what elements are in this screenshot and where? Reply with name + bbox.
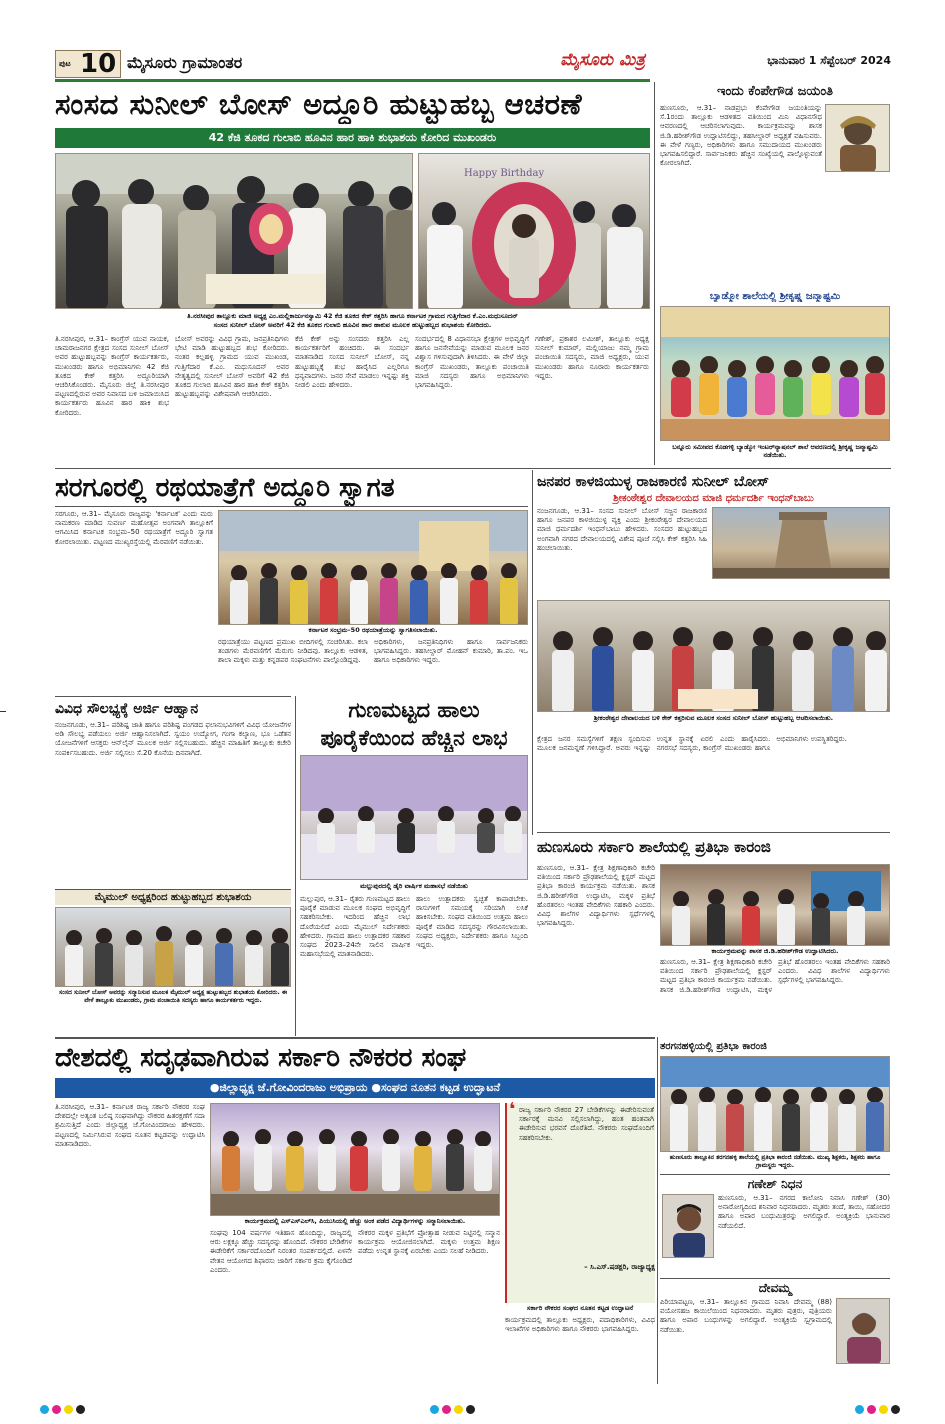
hunsur-headline: ಹುಣಸೂರು ಸರ್ಕಾರಿ ಶಾಲೆಯಲ್ಲಿ ಪ್ರತಿಭಾ ಕಾರಂಜಿ	[537, 838, 771, 856]
janapara-col-2: ಕ್ಷೇತ್ರದ ಜನರ ಸಮಸ್ಯೆಗಳಿಗೆ ತಕ್ಷಣ ಸ್ಪಂದಿಸುವ ಮೂಲಕ ಜನಮನ್ನಣೆ ಗಳಿಸಿದ್ದಾರೆ. ಅವರು ಇನ್ನಷ್ಟು ಉನ್ನತ ಸ್ಥಾನಕ್ಕೆ ಏರಲಿ ಎಂದು ಹಾರೈಸಿದರು. ನಗರಸಭೆ ಸದಸ್ಯರು, ಕಾಂಗ್ರೆಸ್ ಮುಖಂಡರು ಹಾಗೂ ಅಭಿಮಾನಿಗಳು ಉಪಸ್ಥಿತರಿದ್ದರು.	[537, 735, 847, 753]
sargur-photo	[218, 510, 528, 625]
registration-dot-cyan-3	[855, 1405, 864, 1414]
sangha-quote-caption: ಸರ್ಕಾರಿ ನೌಕರರ ಸಂಘದ ನೂತನ ಕಟ್ಟಡ ಉದ್ಘಾಟನೆ	[526, 1304, 634, 1312]
meeting-illustration	[301, 756, 528, 880]
sargur-headline: ಸರಗೂರಲ್ಲಿ ರಥಯಾತ್ರೆಗೆ ಅದ್ದೂರಿ ಸ್ವಾಗತ	[55, 473, 395, 503]
registration-dot-magenta-3	[867, 1405, 876, 1414]
milk-divider	[295, 696, 296, 1036]
divider-lead-bottom	[55, 468, 891, 469]
lead-photo-garland	[418, 153, 650, 309]
lead-col-2: ಬೋಸ್ ಅವರನ್ನು ವಿವಿಧ ಗ್ರಾಮ, ಜನಪ್ರತಿನಿಧಿಗಳು ಭೇಟಿ ಮಾಡಿ ಹುಟ್ಟುಹಬ್ಬದ ಶುಭ ಕೋರಿದರು. ನಂತರ ಕಲ್ಲಹಳ್ಳಿ ಗ್ರಾಮದ ಯುವ ಮುಖಂಡ, ಗುತ್ತಿಗೆದಾರ ಕೆ.ಎಂ. ಮಧುಸೂದನ್ ಅವರ ನೇತೃತ್ವದಲ್ಲಿ ಸುನೀಲ್ ಬೋಸ್ ಅವರಿಗೆ 42 ಕೆಜಿ ತೂಕದ ಗುಲಾಬಿ ಹೂವಿನ ಹಾರ ಹಾಕಿ ಕೇಕ್ ಕತ್ತರಿಸಿ ಹುಟ್ಟುಹಬ್ಬವನ್ನು ವಿಶೇಷವಾಗಿ ಆಚರಿಸಿದರು.	[175, 335, 289, 399]
registration-dot-black-3	[891, 1405, 900, 1414]
right-column-divider	[654, 82, 655, 465]
photo-banner-text: Happy Birthday	[464, 168, 545, 179]
divider-obit-2	[660, 1278, 890, 1279]
lead-col-5: ಗಣೇಶ್, ಪ್ರಕಾಶರ ಲಮೀಶ್, ತಾಲ್ಲೂಕು ಅಧ್ಯಕ್ಷ ಸುನೀಲ್ ಕುಮಾರ್, ಮಲ್ಲಿಯಾಜು ನಮ್ಮ ಗ್ರಾಮ ಪಂಚಾಯಿತಿ ಸದಸ್ಯರು, ಮಾಜಿ ಅಧ್ಯಕ್ಷರು, ಯುವ ಮುಖಂಡರು ಹಾಗೂ ನೂರಾರು ಕಾರ್ಯಕರ್ತರು ಇದ್ದರು.	[535, 335, 649, 380]
garland-illustration	[419, 154, 650, 309]
milk-headline-2: ಪೂರೈಕೆಯಿಂದ ಹೆಚ್ಚಿನ ಲಾಭ	[320, 726, 508, 750]
registration-dot-magenta	[52, 1405, 61, 1414]
janapara-headline: ಜನಪರ ಕಾಳಜಿಯುಳ್ಳ ರಾಜಕಾರಣಿ ಸುನೀಲ್ ಬೋಸ್	[537, 474, 769, 490]
kempegowda-headline: ಇಂದು ಕೆಂಪೇಗೌಡ ಜಯಂತಿ	[717, 84, 833, 99]
lead-subhead-banner	[55, 128, 650, 148]
tarigana-photo	[660, 1056, 890, 1152]
registration-dot-black	[76, 1405, 85, 1414]
page-number-box	[55, 50, 121, 78]
paper-name: ಮೈಸೂರು ಮಿತ್ರ	[560, 50, 645, 70]
registration-dot-yellow-3	[879, 1405, 888, 1414]
sangha-photo	[210, 1103, 500, 1216]
janapara-col-1: ನಂಜನಗೂಡು, ಆ.31– ಸಂಸದ ಸುನೀಲ್ ಬೋಸ್ ಸಜ್ಜನ ರಾಜಕಾರಣಿ ಹಾಗೂ ಜನಪರ ಕಾಳಜಿಯುಳ್ಳ ವ್ಯಕ್ತಿ ಎಂದು ಶ್ರೀಕಂಠೇಶ್ವರ ದೇವಾಲಯದ ಮಾಜಿ ಧರ್ಮದರ್ಶಿ ಇಂಧನ್‌ಬಾಬು ಹೇಳಿದರು. ಸಂಸದರ ಹುಟ್ಟುಹಬ್ಬದ ಅಂಗವಾಗಿ ನಗರದ ದೇವಾಲಯದಲ್ಲಿ ವಿಶೇಷ ಪೂಜೆ ಸಲ್ಲಿಸಿ ಕೇಕ್ ಕತ್ತರಿಸಿ ಸಿಹಿ ಹಂಚಲಾಯಿತು.	[537, 507, 707, 552]
quote-mark-icon: ❛	[509, 1099, 516, 1120]
section-title: ಮೈಸೂರು ಗ್ರಾಮಾಂತರ	[127, 53, 243, 72]
divider-obit-1	[660, 1174, 890, 1175]
sangha-col-2: ಸಂಘವು 104 ವರ್ಷಗಳ ಇತಿಹಾಸ ಹೊಂದಿದ್ದು, ರಾಜ್ಯದಲ್ಲಿ ಆರು ಲಕ್ಷಕ್ಕೂ ಹೆಚ್ಚು ಸದಸ್ಯರನ್ನು ಹೊಂದಿದೆ. ನೌಕರರ ಬೇಡಿಕೆಗಳ ಈಡೇರಿಕೆಗೆ ಸರ್ಕಾರದೊಂದಿಗೆ ನಿರಂತರ ಸಂಪರ್ಕದಲ್ಲಿದೆ. ಏಳನೇ ವೇತನ ಆಯೋಗದ ಶಿಫಾರಸು ಜಾರಿಗೆ ಸರ್ಕಾರ ಕ್ರಮ ಕೈಗೊಂಡಿದೆ ಎಂದರು.	[210, 1229, 352, 1274]
sargur-col-1: ಸರಗೂರು, ಆ.31– ಮೈಸೂರು ರಾಜ್ಯವನ್ನು 'ಕರ್ನಾಟಕ' ಎಂದು ಮರು ನಾಮಕರಣ ಮಾಡಿದ ಸುವರ್ಣ ಮಹೋತ್ಸವ ಅಂಗವಾಗಿ ತಾಲ್ಲೂಕಿಗೆ ಆಗಮಿಸಿದ ಕರ್ನಾಟಕ ಸಂಭ್ರಮ–50 ರಥಯಾತ್ರೆಗೆ ಅದ್ದೂರಿ ಸ್ವಾಗತ ಕೋರಲಾಯಿತು. ಪಟ್ಟಣದ ಮುಖ್ಯರಸ್ತೆಯಲ್ಲಿ ಮೆರವಣಿಗೆ ನಡೆಯಿತು.	[55, 510, 213, 546]
divider-hunsur-top	[537, 832, 890, 833]
obit-1-body: ಹುಣಸೂರು, ಆ.31– ನಗರದ ಕಾಲೋನಿ ನಿವಾಸಿ ಗಣೇಶ್ (30) ಅನಾರೋಗ್ಯದಿಂದ ಶನಿವಾರ ನಿಧನರಾದರು. ಮೃತರು ತಂದೆ, ತಾಯಿ, ಸಹೋದರ ಹಾಗೂ ಅಪಾರ ಬಂಧುಮಿತ್ರರನ್ನು ಅಗಲಿದ್ದಾರೆ. ಅಂತ್ಯಕ್ರಿಯೆ ಭಾನುವಾರ ನಡೆಯಲಿದೆ.	[718, 1194, 890, 1230]
temple-illustration	[713, 508, 890, 579]
milk-photo	[300, 755, 528, 880]
masthead	[55, 50, 891, 78]
milk-headline-1: ಗುಣಮಟ್ಟದ ಹಾಲು	[348, 698, 480, 722]
sangha-quote-box	[505, 1099, 655, 1303]
janapara-caption: ಶ್ರೀಕಂಠೇಶ್ವರ ದೇವಾಲಯದ ಬಳಿ ಕೇಕ್ ಕತ್ತರಿಸುವ ಮೂಲಕ ಸಂಸದ ಸುನೀಲ್ ಬೋಸ್ ಹುಟ್ಟುಹಬ್ಬ ಆಚರಿಸಲಾಯಿತು.	[593, 714, 834, 722]
tarigana-divider	[657, 1037, 658, 1384]
lead-col-1: ತಿ.ನರಸೀಪುರ, ಆ.31– ಕಾಂಗ್ರೆಸ್ ಯುವ ನಾಯಕ, ಚಾಮರಾಜನಗರ ಕ್ಷೇತ್ರದ ಸಂಸದ ಸುನೀಲ್ ಬೋಸ್ ಅವರ ಹುಟ್ಟುಹಬ್ಬವನ್ನು ಕಾಂಗ್ರೆಸ್ ಕಾರ್ಯಕರ್ತರು, ಮುಖಂಡರು ಹಾಗೂ ಅಭಿಮಾನಿಗಳು 42 ಕೆಜಿ ತೂಕದ ಕೇಕ್ ಕತ್ತರಿಸಿ ಅದ್ದೂರಿಯಾಗಿ ಆಚರಿಸಿಕೊಂಡರು. ಮೈಸೂರು ಜಿಲ್ಲೆ ತಿ.ನರಸೀಪುರ ಪಟ್ಟಣದಲ್ಲಿರುವ ಅವರ ನಿವಾಸದ ಬಳಿ ಜಮಾಯಿಸಿದ ಕಾರ್ಯಕರ್ತರು ಹೂವಿನ ಹಾರ ಹಾಕಿ ಶುಭ ಕೋರಿದರು.	[55, 335, 169, 417]
obit-2-headline: ದೇವಮ್ಮ	[758, 1281, 792, 1295]
sangha-subhead: ●ಜಿಲ್ಲಾಧ್ಯಕ್ಷ ಜೆ.ಗೋವಿಂದರಾಜು ಅಭಿಪ್ರಾಯ ●ಸಂಘದ ನೂತನ ಕಟ್ಟಡ ಉದ್ಘಾಟನೆ	[209, 1081, 501, 1094]
stage-illustration	[661, 865, 890, 946]
mymul-headline-bar	[55, 889, 291, 905]
krishna-headline: ಬ್ಯಾಡ್ಮೋ ಶಾಲೆಯಲ್ಲಿ ಶ್ರೀಕೃಷ್ಣ ಜನ್ಮಾಷ್ಟಮಿ	[709, 291, 841, 302]
hunsur-caption: ಕಾರ್ಯಕ್ರಮವನ್ನು ಶಾಸಕ ಜಿ.ಡಿ.ಹರೀಶ್‌ಗೌಡ ಉದ್ಘಾಟಿಸಿದರು.	[711, 947, 839, 955]
obit-1-photo	[662, 1194, 714, 1258]
milk-col-1: ಮಲ್ಲುಪುರ, ಆ.31– ರೈತರು ಗುಣಮಟ್ಟದ ಹಾಲು ಪೂರೈಕೆ ಮಾಡುವ ಮೂಲಕ ಸಂಘದ ಅಭಿವೃದ್ಧಿಗೆ ಸಹಕರಿಸಬೇಕು. ಇದರಿಂದ ಹೆಚ್ಚಿನ ಲಾಭ ದೊರೆಯಲಿದೆ ಎಂದು ಮೈಮುಲ್ ನಿರ್ದೇಶಕರು ಹೇಳಿದರು. ಗ್ರಾಮದ ಹಾಲು ಉತ್ಪಾದಕರ ಸಹಕಾರ ಸಂಘದ 2023–24ನೇ ಸಾಲಿನ ವಾರ್ಷಿಕ ಮಹಾಸಭೆಯಲ್ಲಿ ಮಾತನಾಡಿದರು.	[300, 895, 410, 959]
sargur-caption: ಕರ್ನಾಟಕ ಸಂಭ್ರಮ–50 ರಥಯಾತ್ರೆಯನ್ನು ಸ್ವಾಗತಿಸಲಾಯಿತು.	[308, 626, 438, 634]
janapara-photo	[537, 600, 890, 712]
kempegowda-body: ಹುಣಸೂರು, ಆ.31– ನಾಡಪ್ರಭು ಕೆಂಪೇಗೌಡ ಜಯಂತಿಯನ್ನು ಸೆ.1ರಂದು ತಾಲ್ಲೂಕು ಆಡಳಿತದ ವತಿಯಿಂದ ಮಿನಿ ವಿಧಾನಸೌಧ ಆವರಣದಲ್ಲಿ ಆಚರಿಸಲಾಗುವುದು. ಕಾರ್ಯಕ್ರಮವನ್ನು ಶಾಸಕ ಜಿ.ಡಿ.ಹರೀಶ್‌ಗೌಡ ಉದ್ಘಾಟಿಸಲಿದ್ದು, ತಹಸೀಲ್ದಾರ್ ಅಧ್ಯಕ್ಷತೆ ವಹಿಸುವರು. ಈ ವೇಳೆ ಗಣ್ಯರು, ಅಧಿಕಾರಿಗಳು ಹಾಗೂ ಸಮುದಾಯದ ಮುಖಂಡರು ಭಾಗವಹಿಸಲಿದ್ದಾರೆ. ಸಾರ್ವಜನಿಕರು ಹೆಚ್ಚಿನ ಸಂಖ್ಯೆಯಲ್ಲಿ ಪಾಲ್ಗೊಳ್ಳುವಂತೆ ಕೋರಲಾಗಿದೆ.	[660, 104, 822, 168]
hunsur-body-2: ಹುಣಸೂರು, ಆ.31– ಕ್ಷೇತ್ರ ಶಿಕ್ಷಣಾಧಿಕಾರಿ ಕಚೇರಿ ವತಿಯಿಂದ ಸರ್ಕಾರಿ ಪ್ರೌಢಶಾಲೆಯಲ್ಲಿ ಕ್ಲಸ್ಟರ್ ಮಟ್ಟದ ಪ್ರತಿಭಾ ಕಾರಂಜಿ ಕಾರ್ಯಕ್ರಮ ನಡೆಯಿತು. ಶಾಸಕ ಜಿ.ಡಿ.ಹರೀಶ್‌ಗೌಡ ಉದ್ಘಾಟಿಸಿ, ಮಕ್ಕಳ ಪ್ರತಿಭೆ ಹೊರತರಲು ಇಂತಹ ವೇದಿಕೆಗಳು ಸಹಕಾರಿ ಎಂದರು. ವಿವಿಧ ಶಾಲೆಗಳ ವಿದ್ಯಾರ್ಥಿಗಳು ಸ್ಪರ್ಧೆಗಳಲ್ಲಿ ಭಾಗವಹಿಸಿದ್ದರು.	[660, 958, 890, 994]
registration-dot-yellow	[64, 1405, 73, 1414]
group-illustration	[661, 1057, 890, 1152]
sangha-quote-author: – ಸಿ.ಎಸ್.ಷಡಕ್ಷರಿ, ರಾಜ್ಯಾಧ್ಯಕ್ಷ	[584, 1263, 655, 1271]
lead-caption-1: ತಿ.ನರಸೀಪುರ ತಾಲ್ಲೂಕು ಮಾಜಿ ಅಧ್ಯಕ್ಷ ಎಂ.ಮಲ್ಲಿಕಾರ್ಜುನಸ್ವಾಮಿ 42 ಕೆಜಿ ತೂಕದ ಕೇಕ್ ಕತ್ತರಿಸಿ ಹಾಗೂ ಕರ್ನಾಟಕ ಗ್ರಾಮದ ಗುತ್ತಿಗೆದಾರ ಕೆ.ಎಂ.ಮಧುಸೂದನ್	[187, 312, 518, 320]
elder-illustration	[837, 1299, 890, 1364]
obit-1-body-continued	[660, 1260, 890, 1270]
sangha-quote: ರಾಜ್ಯ ಸರ್ಕಾರಿ ನೌಕರರ 27 ಬೇಡಿಕೆಗಳನ್ನು ಈಡೇರಿಸುವಂತೆ ಸರ್ಕಾರಕ್ಕೆ ಮನವಿ ಸಲ್ಲಿಸಲಾಗಿದ್ದು, ಹಂತ ಹಂತವಾಗಿ ಈಡೇರಿಸುವ ಭರವಸೆ ದೊರೆತಿದೆ. ನೌಕರರು ಸಂಘದೊಂದಿಗೆ ಸಹಕರಿಸಬೇಕು.	[519, 1106, 654, 1142]
obit-2-body: ಪಿರಿಯಾಪಟ್ಟಣ, ಆ.31– ತಾಲ್ಲೂಕಿನ ಗ್ರಾಮದ ನಿವಾಸಿ ದೇವಮ್ಮ (88) ವಯೋಸಹಜ ಕಾಯಿಲೆಯಿಂದ ನಿಧನರಾದರು. ಮೃತರು ಪುತ್ರರು, ಪುತ್ರಿಯರು ಹಾಗೂ ಅಪಾರ ಬಂಧುಗಳನ್ನು ಅಗಲಿದ್ದಾರೆ. ಅಂತ್ಯಕ್ರಿಯೆ ಸ್ವಗ್ರಾಮದಲ್ಲಿ ನಡೆಯಿತು.	[660, 1298, 832, 1334]
registration-dot-cyan-2	[430, 1405, 439, 1414]
sangha-headline: ದೇಶದಲ್ಲಿ ಸದೃಢವಾಗಿರುವ ಸರ್ಕಾರಿ ನೌಕರರ ಸಂಘ	[55, 1043, 467, 1073]
lead-photo-cake	[55, 153, 413, 309]
tarigana-caption: ಹುಣಸೂರು ತಾಲ್ಲೂಕಿನ ತರಗನಹಳ್ಳಿ ಶಾಲೆಯಲ್ಲಿ ಪ್ರತಿಭಾ ಕಾರಂಜಿ ನಡೆಯಿತು. ಮುಖ್ಯ ಶಿಕ್ಷಕರು, ಶಿಕ್ಷಕರು ಹಾಗೂ ಗ್ರಾಮಸ್ಥರು ಇದ್ದರು.	[669, 1154, 881, 1169]
lead-caption-2: ಸಂಸದ ಸುನೀಲ್ ಬೋಸ್ ಅವರಿಗೆ 42 ಕೆಜಿ ತೂಕದ ಗುಲಾಬಿ ಹೂವಿನ ಹಾರ ಹಾಕುವ ಮೂಲಕ ಹುಟ್ಟುಹಬ್ಬದ ಶುಭಾಶಯ ಕೋರಿದರು.	[213, 321, 492, 329]
krishna-caption: ಬನ್ನೂರು ಸಮೀಪದ ಕೊಡಗಳ್ಳಿ ಬ್ಯಾಡ್ಮೋ ಇಂಟರ್‌ನ್ಯಾಷನಲ್ ಶಾಲೆ ಆವರಣದಲ್ಲಿ ಶ್ರೀಕೃಷ್ಣ ಜನ್ಮಾಷ್ಟಮಿ ನಡೆಯಿತು.	[672, 443, 878, 459]
date-line: ಭಾನುವಾರ 1 ಸೆಪ್ಟೆಂಬರ್ 2024	[767, 54, 891, 67]
sangha-col-3: ನೌಕರರ ಮಕ್ಕಳ ಪ್ರತಿಭೆಗೆ ಪ್ರೋತ್ಸಾಹ ನೀಡುವ ನಿಟ್ಟಿನಲ್ಲಿ ಸನ್ಮಾನ ಕಾರ್ಯಕ್ರಮ ಆಯೋಜಿಸಲಾಗಿದೆ. ಮಕ್ಕಳು ಉತ್ತಮ ಶಿಕ್ಷಣ ಪಡೆದು ಉನ್ನತ ಸ್ಥಾನಕ್ಕೆ ಏರಬೇಕು ಎಂದು ಸಲಹೆ ನೀಡಿದರು.	[358, 1229, 500, 1256]
krishna-photo	[660, 306, 890, 441]
temple-photo	[712, 507, 890, 579]
sargur-col-2: ರಥಯಾತ್ರೆಯು ಪಟ್ಟಣದ ಪ್ರಮುಖ ಬೀದಿಗಳಲ್ಲಿ ಸಂಚರಿಸಿತು. ಕಲಾ ತಂಡಗಳು ಮೆರವಣಿಗೆಗೆ ಮೆರುಗು ನೀಡಿದವು. ತಾಲ್ಲೂಕು ಆಡಳಿತ, ಶಾಲಾ ಮಕ್ಕಳು ಮತ್ತು ಕನ್ನಡಪರ ಸಂಘಟನೆಗಳು ಪಾಲ್ಗೊಂಡಿದ್ದವು.	[218, 638, 368, 665]
soulabhya-body: ನಂಜನಗೂಡು, ಆ.31– ಪರಿಶಿಷ್ಟ ಜಾತಿ ಹಾಗೂ ಪರಿಶಿಷ್ಟ ಪಂಗಡದ ಫಲಾನುಭವಿಗಳಿಗೆ ವಿವಿಧ ಯೋಜನೆಗಳ ಅಡಿ ಸೌಲಭ್ಯ ಪಡೆಯಲು ಅರ್ಜಿ ಆಹ್ವಾನಿಸಲಾಗಿದೆ. ಸ್ವಯಂ ಉದ್ಯೋಗ, ಗಂಗಾ ಕಲ್ಯಾಣ, ಭೂ ಒಡೆತನ ಯೋಜನೆಗಳಿಗೆ ಆಸಕ್ತರು ಆನ್‌ಲೈನ್ ಮೂಲಕ ಅರ್ಜಿ ಸಲ್ಲಿಸಬಹುದು. ಹೆಚ್ಚಿನ ಮಾಹಿತಿಗೆ ತಾಲ್ಲೂಕು ಕಚೇರಿ ಸಂಪರ್ಕಿಸಬಹುದು. ಅರ್ಜಿ ಸಲ್ಲಿಸಲು ಸೆ.20 ಕೊನೆಯ ದಿನವಾಗಿದೆ.	[55, 721, 291, 757]
procession-illustration	[219, 511, 528, 625]
cake-cutting-illustration	[538, 601, 890, 712]
page-number: 10	[80, 49, 117, 79]
sangha-subhead-banner	[55, 1078, 655, 1098]
sargur-col-3: ಅಧಿಕಾರಿಗಳು, ಜನಪ್ರತಿನಿಧಿಗಳು ಹಾಗೂ ಸಾರ್ವಜನಿಕರು ಭಾಗವಹಿಸಿದ್ದರು. ತಹಸೀಲ್ದಾರ್ ಮೋಹನ್ ಕುಮಾರಿ, ತಾ.ಪಂ. ಇಒ ಹಾಗೂ ಅಧಿಕಾರಿಗಳು ಇದ್ದರು.	[374, 638, 528, 665]
sargur-underline	[55, 506, 528, 507]
sangha-col-4: ಕಾರ್ಯಕ್ರಮದಲ್ಲಿ ತಾಲ್ಲೂಕು ಅಧ್ಯಕ್ಷರು, ಪದಾಧಿಕಾರಿಗಳು, ವಿವಿಧ ಇಲಾಖೆಗಳ ಅಧಿಕಾರಿಗಳು ಹಾಗೂ ನೌಕರರು ಭಾಗವಹಿಸಿದ್ದರು.	[505, 1316, 655, 1334]
lead-col-4: ಸಂದರ್ಭದಲ್ಲಿ 8 ವಿಧಾನಸಭಾ ಕ್ಷೇತ್ರಗಳ ಅಭಿವೃದ್ಧಿಗೆ ಹಾಗೂ ಜನಸೇವೆಯನ್ನು ಮಾಡುವ ಮೂಲಕ ಜನರ ವಿಶ್ವಾಸ ಗಳಿಸುವುದಾಗಿ ತಿಳಿಸಿದರು. ಈ ವೇಳೆ ಜಿಲ್ಲಾ ಕಾಂಗ್ರೆಸ್ ಮುಖಂಡರು, ತಾಲ್ಲೂಕು ಪಂಚಾಯಿತಿ ಮಾಜಿ ಸದಸ್ಯರು ಹಾಗೂ ಅಭಿಮಾನಿಗಳು ಭಾಗವಹಿಸಿದ್ದರು.	[415, 335, 529, 390]
lead-subhead: 42 ಕೆಜಿ ತೂಕದ ಗುಲಾಬಿ ಹೂವಿನ ಹಾರ ಹಾಕಿ ಶುಭಾಶಯ ಕೋರಿದ ಮುಖಂಡರು	[208, 131, 497, 144]
children-illustration	[661, 307, 890, 441]
obit-2-photo	[836, 1298, 890, 1364]
janapara-divider	[532, 470, 533, 835]
obit-1-headline: ಗಣೇಶ್ ನಿಧನ	[747, 1177, 803, 1191]
felicitation-illustration	[56, 908, 291, 987]
registration-dot-yellow-2	[454, 1405, 463, 1414]
page-label: ಪುಟ	[59, 59, 71, 68]
soulabhya-headline: ವಿವಿಧ ಸೌಲಭ್ಯಕ್ಕೆ ಅರ್ಜಿ ಆಹ್ವಾನ	[55, 701, 199, 717]
tarigana-headline: ತರಗನಹಳ್ಳಿಯಲ್ಲಿ ಪ್ರತಿಭಾ ಕಾರಂಜಿ	[660, 1041, 767, 1052]
lead-headline: ಸಂಸದ ಸುನೀಲ್ ಬೋಸ್ ಅದ್ದೂರಿ ಹುಟ್ಟುಹಬ್ಬ ಆಚರಣೆ	[55, 87, 583, 121]
milk-caption: ಮಲ್ಲುಪುರದಲ್ಲಿ ಡೈರಿ ವಾರ್ಷಿಕ ಮಹಾಸಭೆ ನಡೆಯಿತು	[360, 882, 468, 890]
milk-col-2: ಹಾಲು ಉತ್ಪಾದಕರು ಸ್ವಚ್ಛತೆ ಕಾಪಾಡಬೇಕು. ರಾಸುಗಳಿಗೆ ಸಮಯಕ್ಕೆ ಸರಿಯಾಗಿ ಲಸಿಕೆ ಹಾಕಿಸಬೇಕು. ಸಂಘದ ವತಿಯಿಂದ ಉತ್ತಮ ಹಾಲು ಪೂರೈಕೆ ಮಾಡಿದ ಸದಸ್ಯರನ್ನು ಗೌರವಿಸಲಾಯಿತು. ಸಂಘದ ಅಧ್ಯಕ್ಷರು, ನಿರ್ದೇಶಕರು ಹಾಗೂ ಸಿಬ್ಬಂದಿ ಇದ್ದರು.	[416, 895, 528, 950]
binding-mark	[0, 711, 6, 712]
mymul-caption: ಸಂಸದ ಸುನೀಲ್ ಬೋಸ್ ಅವರನ್ನು ಸನ್ಮಾನಿಸುವ ಮೂಲಕ ಮೈಮುಲ್ ಅಧ್ಯಕ್ಷ ಹುಟ್ಟುಹಬ್ಬದ ಶುಭಾಶಯ ಕೋರಿದರು. ಈ ವೇಳೆ ತಾಲ್ಲೂಕು ಮುಖಂಡರು, ಗ್ರಾಮ ಪಂಚಾಯಿತಿ ಸದಸ್ಯರು ಹಾಗೂ ಕಾರ್ಯಕರ್ತರು ಇದ್ದರು.	[58, 989, 288, 1004]
person-illustration	[663, 1195, 714, 1258]
students-illustration	[211, 1104, 500, 1216]
hunsur-photo	[660, 864, 890, 946]
mymul-photo	[55, 907, 291, 987]
sangha-col-1: ತಿ.ನರಸೀಪುರ, ಆ.31– ಕರ್ನಾಟಕ ರಾಜ್ಯ ಸರ್ಕಾರಿ ನೌಕರರ ಸಂಘ ದೇಶದಲ್ಲೇ ಅತ್ಯಂತ ಬಲಿಷ್ಠ ಸಂಘವಾಗಿದ್ದು ನೌಕರರ ಹಿತರಕ್ಷಣೆಗೆ ಸದಾ ಶ್ರಮಿಸುತ್ತಿದೆ ಎಂದು ಜಿಲ್ಲಾಧ್ಯಕ್ಷ ಜೆ.ಗೋವಿಂದರಾಜು ಹೇಳಿದರು. ಪಟ್ಟಣದಲ್ಲಿ ನಿರ್ಮಿಸಿರುವ ಸಂಘದ ನೂತನ ಕಟ್ಟಡವನ್ನು ಉದ್ಘಾಟಿಸಿ ಮಾತನಾಡಿದರು.	[55, 1103, 205, 1148]
registration-dot-cyan	[40, 1405, 49, 1414]
portrait-illustration	[826, 105, 890, 172]
sangha-caption: ಕಾರ್ಯಕ್ರಮದಲ್ಲಿ ಎಸ್‌ಎಸ್‌ಎಲ್‌ಸಿ, ಪಿಯುಸಿಯಲ್ಲಿ ಹೆಚ್ಚು ಅಂಕ ಪಡೆದ ವಿದ್ಯಾರ್ಥಿಗಳನ್ನು ಸನ್ಮಾನಿಸಲಾಯಿತು.	[244, 1217, 466, 1225]
divider-soulabhya-top	[55, 696, 291, 697]
crowd-illustration	[56, 154, 413, 309]
kempegowda-portrait	[825, 104, 890, 172]
mymul-headline: ಮೈಮುಲ್ ಅಧ್ಯಕ್ಷರಿಂದ ಹುಟ್ಟುಹಬ್ಬದ ಶುಭಾಶಯ	[94, 892, 252, 903]
section-divider	[55, 79, 650, 82]
registration-dot-magenta-2	[442, 1405, 451, 1414]
janapara-subhead: ಶ್ರೀಕಂಠೇಶ್ವರ ದೇವಾಲಯದ ಮಾಜಿ ಧರ್ಮದರ್ಶಿ ಇಂಧನ್‌ಬಾಬು	[613, 493, 814, 504]
hunsur-body: ಹುಣಸೂರು, ಆ.31– ಕ್ಷೇತ್ರ ಶಿಕ್ಷಣಾಧಿಕಾರಿ ಕಚೇರಿ ವತಿಯಿಂದ ಸರ್ಕಾರಿ ಪ್ರೌಢಶಾಲೆಯಲ್ಲಿ ಕ್ಲಸ್ಟರ್ ಮಟ್ಟದ ಪ್ರತಿಭಾ ಕಾರಂಜಿ ಕಾರ್ಯಕ್ರಮ ನಡೆಯಿತು. ಶಾಸಕ ಜಿ.ಡಿ.ಹರೀಶ್‌ಗೌಡ ಉದ್ಘಾಟಿಸಿ, ಮಕ್ಕಳ ಪ್ರತಿಭೆ ಹೊರತರಲು ಇಂತಹ ವೇದಿಕೆಗಳು ಸಹಕಾರಿ ಎಂದರು. ವಿವಿಧ ಶಾಲೆಗಳ ವಿದ್ಯಾರ್ಥಿಗಳು ಸ್ಪರ್ಧೆಗಳಲ್ಲಿ ಭಾಗವಹಿಸಿದ್ದರು.	[537, 864, 655, 928]
divider-sangha-top	[55, 1037, 655, 1039]
registration-dot-black-2	[466, 1405, 475, 1414]
lead-col-3: ಕೆಜಿ ಕೇಕ್ ಅನ್ನು ಸಂಸದರು ಕತ್ತರಿಸಿ ಎಲ್ಲ ಕಾರ್ಯಕರ್ತರಿಗೆ ಹಂಚಿದರು. ಈ ಸಂದರ್ಭ ಮಾತನಾಡಿದ ಸಂಸದ ಸುನೀಲ್ ಬೋಸ್, ನನ್ನ ಹುಟ್ಟುಹಬ್ಬಕ್ಕೆ ಶುಭ ಹಾರೈಸಿದ ಎಲ್ಲರಿಗೂ ಧನ್ಯವಾದಗಳು. ಜನರ ಸೇವೆ ಮಾಡಲು ಇನ್ನಷ್ಟು ಶಕ್ತಿ ನೀಡಲಿ ಎಂದು ಹೇಳಿದರು.	[295, 335, 409, 390]
